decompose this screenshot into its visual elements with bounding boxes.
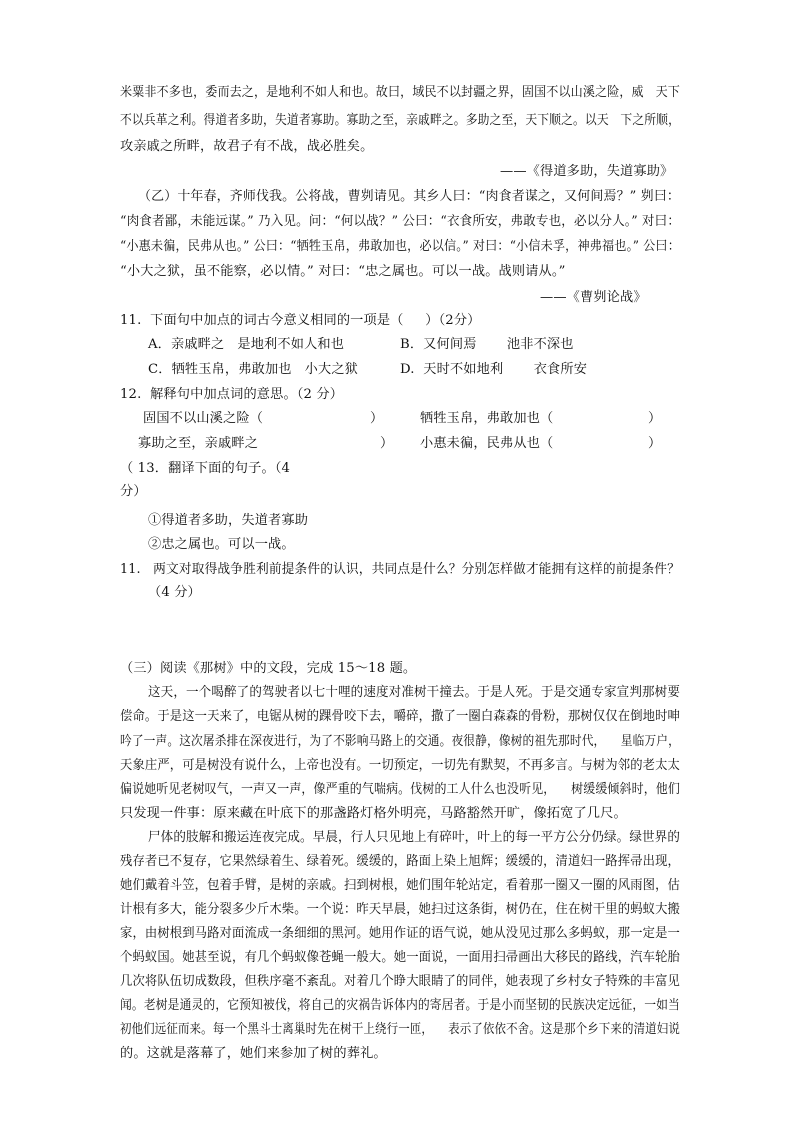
passage-jia-line: 米粟非不多也，委而去之，是地利不如人和也。故曰，域民不以封疆之界，固国不以山溪之险，威 天下 (120, 85, 680, 100)
question-12-answer-blank: ） (380, 436, 394, 451)
section-3-paragraph-line: 闻。老树是通灵的，它预知被伐，将自己的灾祸告诉体内的寄居者。于是小而坚韧的民族决定远征，一如当 (120, 998, 680, 1013)
question-12-answer-blank: ） (648, 436, 662, 451)
question-12-stem: 12. 解释句中加点词的意思。（2 分） (120, 387, 344, 402)
section-3-paragraph-line: 计根有多大，能分裂多少斤木柴。一个说：昨天早晨，她扫过这条街，树仍在，住在树干里的蚂蚁大搬 (120, 902, 680, 917)
question-14-stem: （4 分） (148, 585, 201, 600)
question-13-stem: 分） (120, 484, 147, 499)
section-3-paragraph-line: 尸体的肢解和搬运连夜完成。早晨，行人只见地上有碎叶，叶上的每一平方公分仍绿。绿世界的 (148, 830, 680, 845)
question-12-answer-blank: ） (648, 411, 662, 426)
section-3-paragraph-line: 吟了一声。这次屠杀排在深夜进行，为了不影响马路上的交通。夜很静，像树的祖先那时代， 星临万户， (120, 734, 680, 749)
section-3-heading: （三）阅读《那树》中的文段，完成 15～18 题。 (120, 661, 417, 676)
question-13-item-2: ②忠之属也。可以一战。 (148, 537, 295, 552)
section-3-paragraph-line: 天象庄严，可是树没有说什么，上帝也没有。一切预定，一切先有默契，不再多言。与树为邻的老太太 (120, 758, 680, 773)
passage-yi-source: ——《曹刿论战》 (540, 290, 647, 305)
section-3-paragraph-line: 这天，一个喝醉了的驾驶者以七十哩的速度对准树干撞去。于是人死。于是交通专家宣判那树要 (148, 685, 680, 700)
section-3-paragraph-line: 家，由树根到马路对面流成一条细细的黑河。她用作证的语气说，她从没见过那么多蚂蚁，那一定是一 (120, 926, 680, 941)
question-11-option-b: B．又何间焉 池非不深也 (400, 337, 574, 352)
passage-yi-line: （乙）十年春，齐师伐我。公将战，曹刿请见。其乡人曰：“肉食者谋之，又何间焉？” 刿曰： (138, 189, 681, 204)
question-12-item-4: 小惠未徧，民弗从也（ (420, 436, 554, 451)
question-12-answer-blank: ） (370, 411, 384, 426)
question-11-option-a: A．亲戚畔之 是地利不如人和也 (148, 337, 345, 352)
section-3-paragraph-line: 个蚂蚁国。她甚至说，有几个蚂蚁像苍蝇一般大。她一面说，一面用扫帚画出大移民的路线，汽车轮胎 (120, 950, 680, 965)
section-3-paragraph-line: 的。这就是落幕了，她们来参加了树的葬礼。 (120, 1046, 387, 1061)
question-11-option-c: C．牺牲玉帛，弗敢加也 小大之狱 (148, 362, 358, 377)
question-13-item-1: ①得道者多助，失道者寡助 (148, 513, 309, 528)
section-3-paragraph-line: 她们戴着斗笠，包着手臂，是树的亲戚。扫到树根，她们围年轮站定，看着那一圈又一圈的风雨图，估 (120, 878, 680, 893)
section-3-paragraph-line: 偿命。于是这一天来了，电锯从树的踝骨咬下去，嚼碎，撒了一圈白森森的骨粉，那树仅仅在倒地时呻 (120, 709, 680, 724)
section-3-paragraph-line: 偏说她听见老树叹气，一声又一声，像严重的气喘病。伐树的工人什么也没听见， 树缓缓倾斜时，他们 (120, 782, 681, 797)
section-3-paragraph-line: 只发现一件事：原来藏在叶底下的那盏路灯格外明亮，马路豁然开旷，像拓宽了几尺。 (120, 806, 627, 821)
question-12-item-3: 寡助之至，亲戚畔之 (138, 436, 259, 451)
question-13-stem: （ 13．翻译下面的句子。（4 (120, 461, 291, 476)
question-12-item-1: 固国不以山溪之险（ (143, 411, 264, 426)
section-3-paragraph-line: 几次将队伍切成数段，但秩序毫不紊乱。对着几个睁大眼睛了的同伴，她表现了乡村女子特殊的丰富见 (120, 974, 680, 989)
passage-jia-line: 不以兵革之利。得道者多助，失道者寡助。寡助之至，亲戚畔之。多助之至，天下顺之。以天 下之所顺， (120, 113, 681, 128)
passage-yi-line: “小大之狱，虽不能察，必以情。” 对曰：“忠之属也。可以一战。战则请从。” (120, 264, 566, 279)
question-12-item-2: 牺牲玉帛，弗敢加也（ (420, 411, 554, 426)
question-11-option-d: D. 天时不如地利 衣食所安 (400, 362, 588, 377)
question-14-stem: 11. 两文对取得战争胜利前提条件的认识，共同点是什么？分别怎样做才能拥有这样的前提条件？ (120, 562, 681, 577)
section-3-paragraph-line: 初他们远征而来。每一个黑斗士离巢时先在树干上绕行一匝， 表示了依依不舍。这是那个乡下来的清道妇说 (120, 1022, 680, 1037)
passage-jia-source: ——《得道多助，失道寡助》 (500, 164, 674, 179)
question-11-stem: 11. 下面句中加点的词古今意义相同的一项是（ ）（2分） (120, 313, 481, 328)
section-3-paragraph-line: 残存者已不复存，它果然绿着生、绿着死。缓缓的，路面上染上旭辉；缓缓的，清道妇一路挥帚出现， (120, 854, 680, 869)
passage-yi-line: “肉食者鄙，未能远谋。” 乃入见。问：“何以战？” 公曰：“衣食所安，弗敢专也，必以分人。” 对曰： (120, 214, 681, 229)
passage-jia-line: 攻亲戚之所畔，故君子有不战，战必胜矣。 (120, 139, 374, 154)
passage-yi-line: “小惠未徧，民弗从也。” 公曰：“牺牲玉帛，弗敢加也，必以信。” 对曰：“小信未孚，神弗福也。” 公曰： (120, 239, 680, 254)
